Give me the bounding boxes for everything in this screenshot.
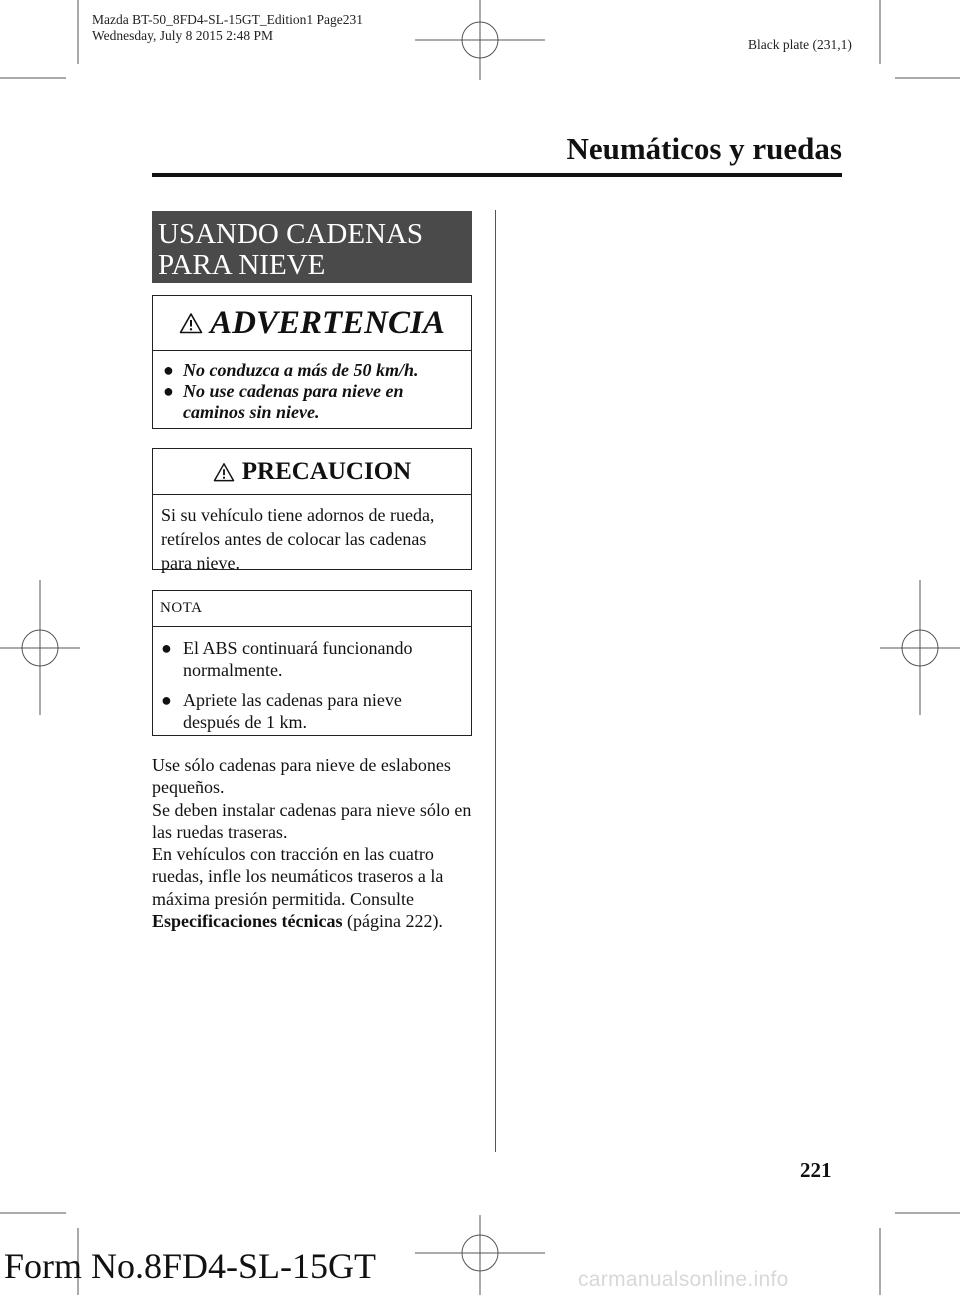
note-box [152, 590, 472, 736]
column-divider [495, 210, 496, 1152]
spec-reference-link[interactable]: Especificaciones técnicas [152, 911, 343, 932]
header-rule [152, 173, 842, 177]
bullet-dot-icon: ● [163, 381, 174, 401]
bullet-dot-icon: ● [163, 360, 174, 380]
print-metadata-line2: Wednesday, July 8 2015 2:48 PM [92, 28, 274, 43]
note-list [153, 627, 471, 733]
warning-triangle-icon [179, 312, 203, 334]
note-item: ● El ABS continuará funcionando normalmente. [161, 638, 413, 680]
section-heading [152, 211, 472, 283]
caution-body: Si su vehículo tiene adornos de rueda, retírelos antes de colocar las cadenas para nieve. [161, 505, 435, 573]
form-number: Form No.8FD4-SL-15GT [4, 1246, 377, 1286]
warning-item: ● No conduzca a más de 50 km/h. [163, 360, 419, 380]
body-paragraph: Use sólo cadenas para nieve de eslabones pequeños. [152, 755, 451, 798]
body-paragraph: En vehículos con tracción en las cuatro ruedas, infle los neumáticos traseros a la máxima presión permitida. Consulte Especificaciones técnicas (página 222). [152, 844, 444, 932]
caution-box [152, 448, 472, 573]
warning-box [152, 295, 472, 429]
chapter-title: Neumáticos y ruedas [566, 131, 842, 166]
body-text [152, 754, 487, 932]
print-metadata [92, 12, 363, 44]
warning-list [153, 351, 471, 423]
spec-reference-page: (página 222). [346, 911, 443, 932]
page-number: 221 [800, 1158, 832, 1182]
bullet-dot-icon: ● [161, 690, 172, 710]
note-item: ● Apriete las cadenas para nieve después de 1 km. [161, 690, 402, 732]
bullet-dot-icon: ● [161, 638, 172, 658]
warning-item: ● No use cadenas para nieve en caminos sin nieve. [163, 381, 404, 422]
print-metadata-line1: Mazda BT-50_8FD4-SL-15GT_Edition1 Page231 [92, 12, 363, 27]
section-heading-line2: PARA NIEVE [158, 249, 326, 281]
caution-heading: PRECAUCION [241, 457, 412, 485]
warning-heading: ADVERTENCIA [210, 304, 445, 341]
note-heading: NOTA [153, 591, 471, 627]
caution-header [153, 449, 471, 495]
section-heading-line1: USANDO CADENAS [158, 218, 424, 250]
body-paragraph: Se deben instalar cadenas para nieve sólo en las ruedas traseras. [152, 799, 472, 842]
plate-label: Black plate (231,1) [748, 37, 852, 52]
watermark: carmanualsonline.info [578, 1268, 789, 1291]
warning-triangle-icon [213, 462, 235, 482]
warning-header [153, 296, 471, 351]
